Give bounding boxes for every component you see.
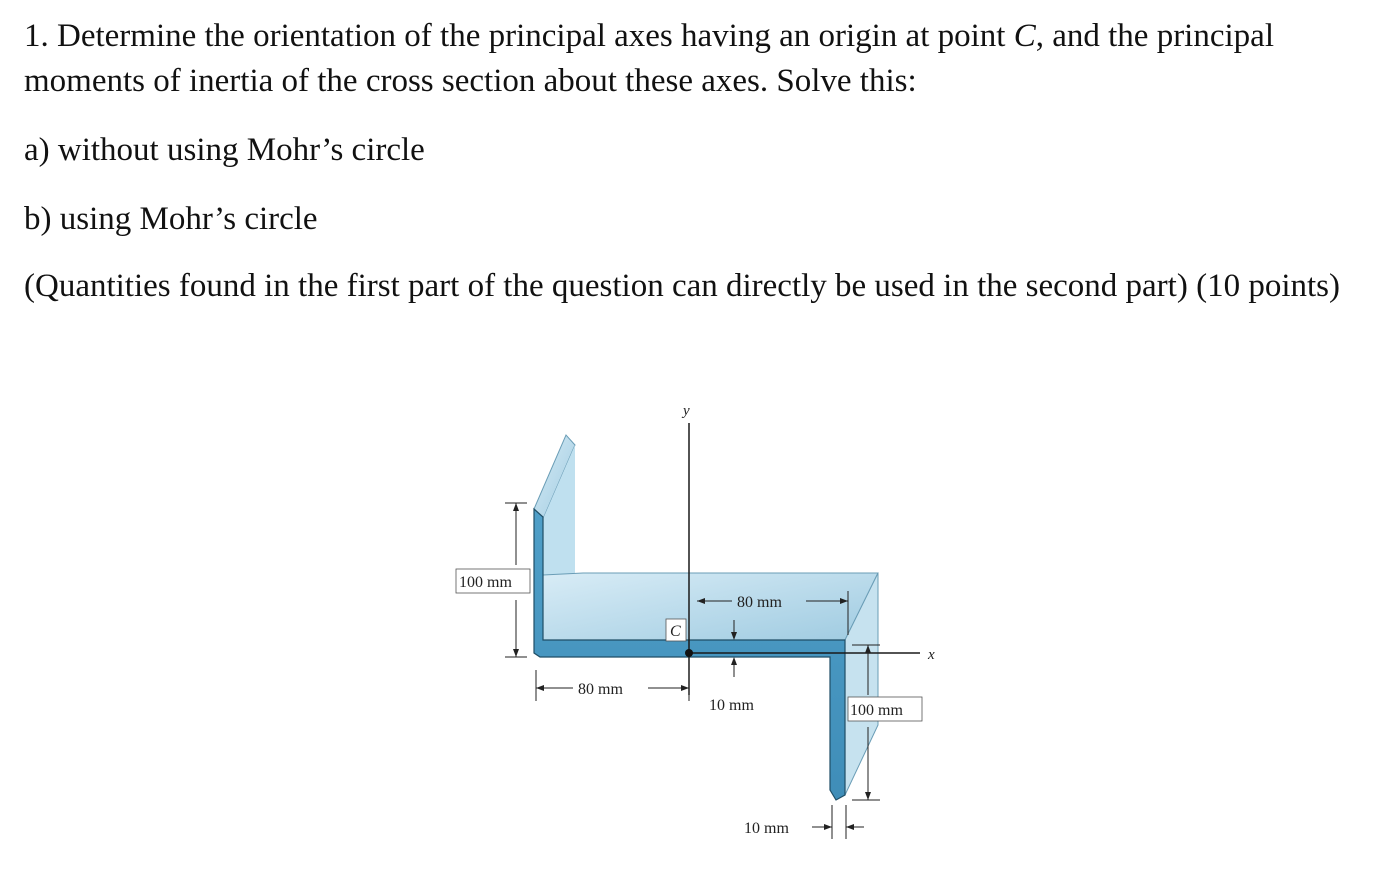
dim-top-right-width-label: 80 mm	[737, 594, 782, 611]
dim-right-thickness	[812, 805, 864, 839]
centroid-label: C	[670, 623, 681, 640]
note-text: (Quantities found in the first part of the question can directly be used in the second part) (10 points)	[24, 268, 1340, 304]
extrusion-top-web	[543, 573, 878, 640]
dim-right-thickness-label: 10 mm	[744, 820, 789, 837]
y-axis-label: y	[683, 403, 690, 419]
x-axis-label: x	[928, 647, 935, 663]
question-title	[24, 14, 1374, 104]
centroid-point	[685, 649, 693, 657]
dim-left-height-label: 100 mm	[459, 574, 512, 591]
question-point-label: C	[1013, 18, 1036, 54]
cross-section-figure	[440, 395, 960, 855]
dim-right-height-label: 100 mm	[850, 702, 903, 719]
question-text-part1: Determine the orientation of the principal axes having an origin at point	[57, 18, 1006, 54]
dim-web-thickness-label: 10 mm	[709, 697, 754, 714]
question-number: 1.	[24, 18, 49, 54]
dim-bottom-left-width-label: 80 mm	[578, 681, 623, 698]
part-a-text: a) without using Mohr’s circle	[24, 132, 425, 168]
part-b-text: b) using Mohr’s circle	[24, 201, 318, 237]
question-text-part2: , and the principal moments of inertia of the cross section about these axes. Solve this:	[24, 18, 1274, 99]
